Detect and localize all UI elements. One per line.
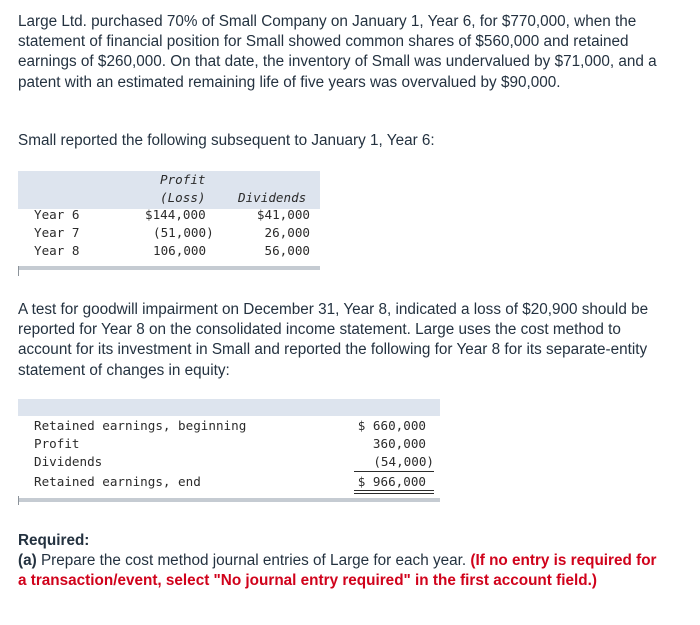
header-dividends: Dividends bbox=[238, 190, 307, 205]
row-label: Profit bbox=[34, 436, 80, 451]
row-year: Year 6 bbox=[34, 207, 80, 222]
row-value: (54,000) bbox=[373, 454, 434, 469]
row-profit: (51,000) bbox=[153, 225, 214, 240]
subtotal-underline bbox=[354, 471, 434, 472]
table-bottom-rule bbox=[18, 498, 440, 502]
required-part-a bbox=[18, 551, 668, 591]
required-section bbox=[18, 531, 668, 592]
row-profit: $144,000 bbox=[145, 207, 206, 222]
subsequent-intro: Small reported the following subsequent to January 1, Year 6: bbox=[18, 132, 435, 149]
row-dividends: $41,000 bbox=[256, 207, 310, 222]
total-double-underline-top bbox=[354, 490, 434, 491]
row-year: Year 8 bbox=[34, 243, 80, 258]
total-double-underline-bottom bbox=[354, 493, 434, 494]
row-value: $ 660,000 bbox=[357, 418, 426, 433]
table-bottom-tick bbox=[18, 496, 19, 505]
problem-intro: Large Ltd. purchased 70% of Small Company on January 1, Year 6, for $770,000, when the statement of financial position for Small showed common shares of $560,000 and retained earnings of $260,000. On that date, the inventory of Small was undervalued by $71,000, and a patent with an estimated remaining life of five years was overvalued by $90,000. bbox=[18, 13, 657, 91]
header-profit: Profit bbox=[160, 172, 206, 187]
row-year: Year 7 bbox=[34, 225, 80, 240]
part-text: Prepare the cost method journal entries of Large for each year. bbox=[36, 552, 471, 570]
header-loss: (Loss) bbox=[160, 190, 206, 205]
row-dividends: 56,000 bbox=[264, 243, 310, 258]
table-bottom-tick bbox=[18, 266, 19, 276]
row-label: Retained earnings, beginning bbox=[34, 418, 247, 433]
row-dividends: 26,000 bbox=[264, 225, 310, 240]
goodwill-text: A test for goodwill impairment on December 31, Year 8, indicated a loss of $20,900 should be reported for Year 8 on the consolidated income statement. Large uses the cost method to account for its investment in Small and reported the following for Year 8 for its separate-entity statement of changes in equity: bbox=[18, 301, 649, 379]
required-heading: Required: bbox=[18, 532, 90, 549]
row-label: Retained earnings, end bbox=[34, 474, 201, 489]
row-value: $ 966,000 bbox=[357, 474, 426, 489]
row-value: 360,000 bbox=[372, 436, 426, 451]
part-label: (a) bbox=[18, 552, 37, 570]
row-label: Dividends bbox=[34, 454, 103, 469]
table-bottom-rule bbox=[18, 266, 320, 270]
row-profit: 106,000 bbox=[153, 243, 207, 258]
table-header-band bbox=[18, 399, 440, 416]
part-note: (If no entry is required for a transaction/event, select "No journal entry required" in the first account field.) bbox=[18, 552, 657, 590]
